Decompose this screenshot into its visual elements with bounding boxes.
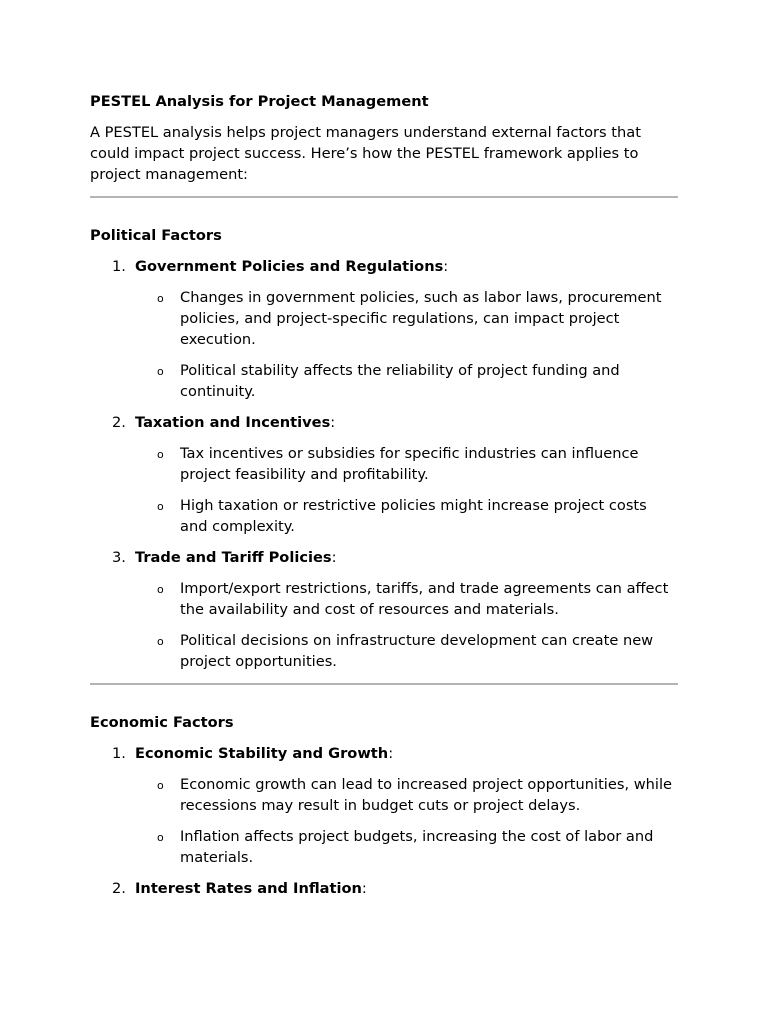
section-heading: Political Factors <box>90 227 222 244</box>
factor-number: 2. <box>112 880 126 897</box>
factor-item <box>90 743 678 868</box>
bullet-text: Economic growth can lead to increased project opportunities, while recessions may result in budget cuts or project delays. <box>180 776 672 814</box>
document-title: PESTEL Analysis for Project Management <box>90 93 429 110</box>
list-item <box>135 360 678 402</box>
list-item <box>135 443 678 485</box>
factor-title-colon: : <box>388 745 394 762</box>
bullet-text: High taxation or restrictive policies might increase project costs and complexity. <box>180 497 647 535</box>
factor-title: Government Policies and Regulations <box>135 258 444 275</box>
factor-title-colon: : <box>361 880 367 897</box>
factor-number: 1. <box>112 258 126 275</box>
factor-title: Economic Stability and Growth <box>135 745 389 762</box>
factor-number: 2. <box>112 414 126 431</box>
bullet-icon: o <box>157 831 164 844</box>
section-political <box>90 225 678 672</box>
bullet-text: Import/export restrictions, tariffs, and trade agreements can affect the availability and cost of resources and materials. <box>180 580 669 618</box>
bullet-icon: o <box>157 500 164 513</box>
factor-item <box>90 878 678 899</box>
bullet-text: Tax incentives or subsidies for specific industries can influence project feasibility and profitability. <box>180 445 639 483</box>
bullet-icon: o <box>157 365 164 378</box>
factor-list <box>90 256 678 672</box>
bullet-text: Political stability affects the reliability of project funding and continuity. <box>180 362 620 400</box>
bullet-list <box>135 287 678 402</box>
factor-number: 1. <box>112 745 126 762</box>
list-item <box>135 287 678 350</box>
document-page <box>90 91 678 909</box>
bullet-icon: o <box>157 583 164 596</box>
section-heading: Economic Factors <box>90 714 234 731</box>
factor-list <box>90 743 678 899</box>
bullet-icon: o <box>157 448 164 461</box>
bullet-list <box>135 578 678 672</box>
section-economic <box>90 712 678 899</box>
list-item <box>135 630 678 672</box>
factor-item <box>90 256 678 402</box>
factor-number: 3. <box>112 549 126 566</box>
factor-title: Interest Rates and Inflation <box>135 880 362 897</box>
list-item <box>135 495 678 537</box>
bullet-icon: o <box>157 635 164 648</box>
factor-title: Trade and Tariff Policies <box>135 549 332 566</box>
factor-title-colon: : <box>330 414 336 431</box>
bullet-icon: o <box>157 292 164 305</box>
bullet-text: Changes in government policies, such as labor laws, procurement policies, and project-specific regulations, can impact project execution. <box>180 289 662 348</box>
factor-item <box>90 412 678 537</box>
list-item <box>135 578 678 620</box>
factor-title-colon: : <box>443 258 449 275</box>
bullet-icon: o <box>157 779 164 792</box>
intro-paragraph: A PESTEL analysis helps project managers understand external factors that could impact project success. Here’s how the PESTEL framework applies to project management: <box>90 124 641 183</box>
bullet-list <box>135 443 678 537</box>
factor-title-colon: : <box>331 549 337 566</box>
factor-item <box>90 547 678 672</box>
list-item <box>135 774 678 816</box>
bullet-text: Political decisions on infrastructure development can create new project opportunities. <box>180 632 654 670</box>
section-divider <box>90 196 678 198</box>
factor-title: Taxation and Incentives <box>135 414 331 431</box>
bullet-text: Inflation affects project budgets, increasing the cost of labor and materials. <box>180 828 654 866</box>
list-item <box>135 826 678 868</box>
bullet-list <box>135 774 678 868</box>
section-divider <box>90 683 678 685</box>
